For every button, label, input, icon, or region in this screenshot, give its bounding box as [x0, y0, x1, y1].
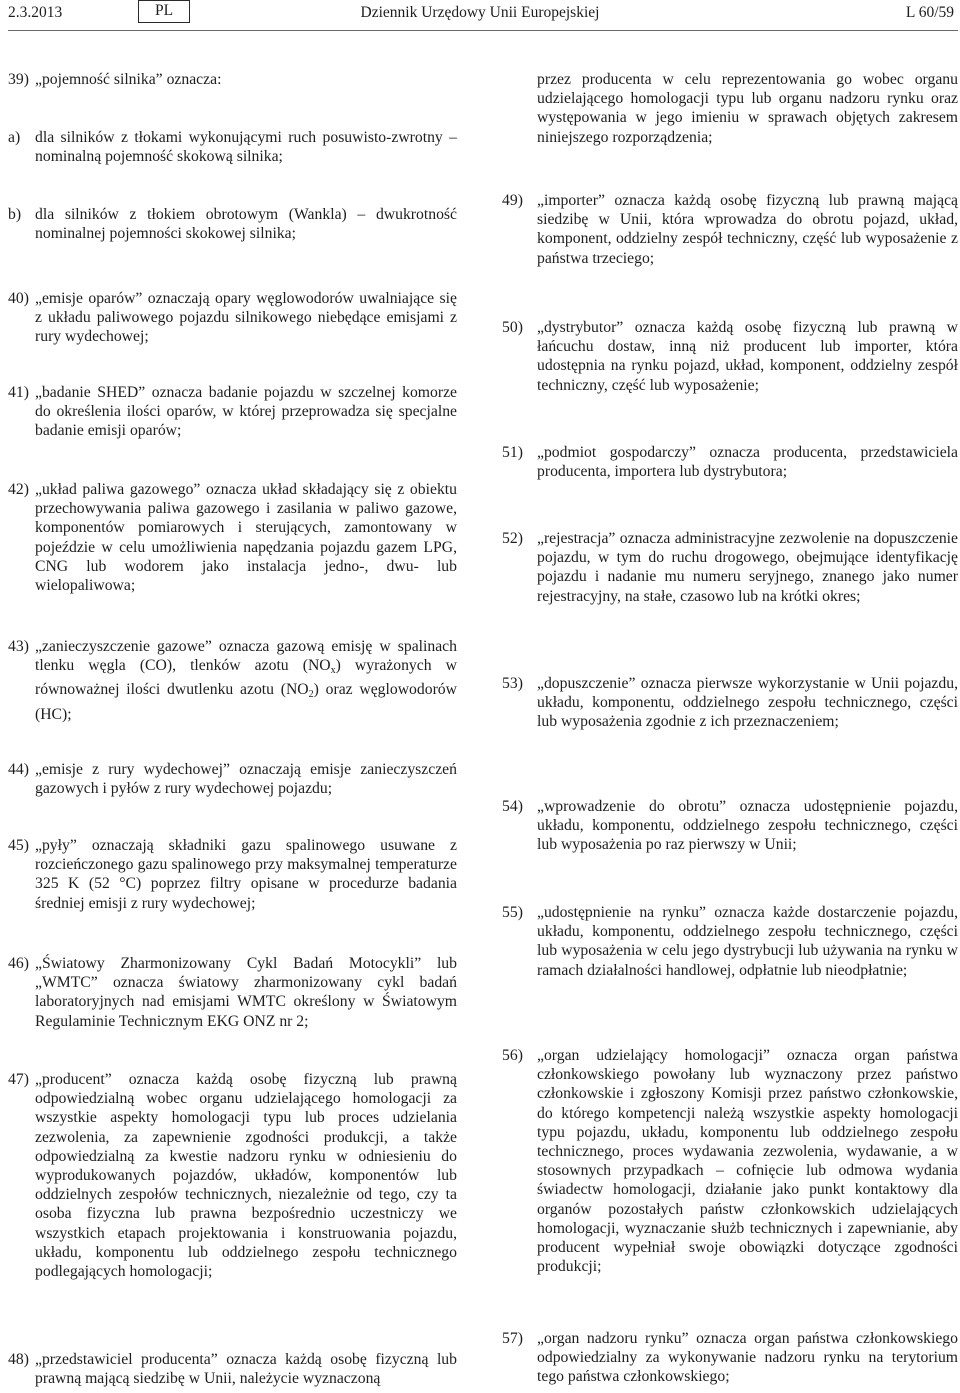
item-number: 54) — [502, 798, 523, 815]
item-text: „udostępnienie na rynku” oznacza każde dostarczenie pojazdu, układu, komponentu, oddzielnego zespołu technicznego, części lub wyposażenia w celu jego dystrybucji lub używania na rynku w ramach działalności handlowej, odpłatnie lub nieodpłatnie; — [537, 904, 958, 979]
item-number: 41) — [8, 384, 29, 401]
item-text: „podmiot gospodarczy” oznacza producenta, przedstawiciela producenta, importera lub dystrybutora; — [537, 444, 958, 481]
definition-54 — [502, 797, 958, 855]
definition-51 — [502, 443, 958, 481]
item-number: 48) — [8, 1351, 29, 1368]
item-number: a) — [8, 129, 21, 146]
item-text: „Światowy Zharmonizowany Cykl Badań Motocykli” lub „WMTC” oznacza światowy zharmonizowany cykl badań laboratoryjnych nad emisjami WMTC określony w Światowym Regulaminie Technicznym EKG ONZ nr 2; — [35, 955, 457, 1030]
item-text: „emisje z rury wydechowej” oznaczają emisje zanieczyszczeń gazowych i pyłów z rury wydechowej pojazdu; — [35, 761, 457, 798]
item-text: „przedstawiciel producenta” oznacza każdą osobę fizyczną lub prawną mającą siedzibę w Unii, należycie wyznaczoną — [35, 1351, 457, 1388]
definition-43 — [8, 637, 457, 724]
item-number: 50) — [502, 319, 523, 336]
definition-55 — [502, 903, 958, 980]
page-reference: L 60/59 — [905, 4, 954, 21]
item-text: „pyły” oznaczają składniki gazu spalinowego usuwane z rozcieńczonego gazu spalinowego przy maksymalnej temperaturze 325 K (52 °C) poprzez filtry opisane w procedurze badania średniej emisji z rury wydechowej; — [35, 837, 457, 912]
definition-47 — [8, 1070, 457, 1281]
item-text: „dopuszczenie” oznacza pierwsze wykorzystanie w Unii pojazdu, układu, komponentu, oddzielnego zespołu technicznego, części lub wyposażenia zgodnie z ich przeznaczeniem; — [537, 675, 958, 731]
item-text: „importer” oznacza każdą osobę fizyczną lub prawną mającą siedzibę w Unii, która wprowadza do obrotu pojazd, układ, komponent, oddzielny zespół techniczny, część lub wyposażenie z państwa trzeciego; — [537, 192, 958, 267]
item-text: „rejestracja” oznacza administracyjne zezwolenie na dopuszczenie pojazdu, w tym do ruchu drogowego, obejmujące identyfikację pojazdu i nadanie mu numeru seryjnego, znanego jako numer rejestracyjny, na stałe, czasowo lub na krótki okres; — [537, 530, 958, 605]
definition-49 — [502, 191, 958, 268]
item-text: „organ udzielający homologacji” oznacza organ państwa członkowskiego powołany lub wyznaczony przez państwo członkowskie i zgłoszony Komisji przez państwo członkowskie, do którego kompetencji należą wszystkie aspekty homologacji typu pojazdu, układu, komponentu lub oddzielnego zespołu technicznego, proces wydawania zezwolenia, wydawanie, a w stosownych przypadkach – cofnięcie lub odmowa wydania świadectw homologacji, działanie jako punkt kontaktowy dla organów pozostałych państw członkowskich udzielających homologacji, wyznaczanie służb technicznych i zapewnianie, aby producent wypełniał swoje obowiązki dotyczące zgodności produkcji; — [537, 1047, 958, 1276]
item-text: „producent” oznacza każdą osobę fizyczną lub prawną odpowiedzialną wobec organu udzielającego homologacji za wszystkie aspekty homologacji typu lub proces udzielania zezwolenia, za zapewnienie zgodności produkcji, a także odpowiedzialną za kwestie nadzoru rynku w odniesieniu do wyprodukowanych pojazdów, układów, komponentów lub oddzielnych zespołów technicznych, niezależnie od tego, czy ta osoba fizyczna lub prawna bezpośrednio uczestniczy we wszystkich etapach projektowania i konstruowania pojazdu, układu, komponentu lub oddzielnego zespołu technicznego podlegających homologacji; — [35, 1071, 457, 1281]
definition-45 — [8, 836, 457, 913]
definition-39-b — [8, 205, 457, 243]
definition-41 — [8, 383, 457, 441]
item-number: 51) — [502, 444, 523, 461]
page-header — [0, 0, 960, 26]
item-number: 43) — [8, 638, 29, 655]
item-text: „zanieczyszczenie gazowe” oznacza gazową emisję w spalinach tlenku węgla (CO), tlenków azotu $(NO_x)$ wyrażonych w równoważnej ilości dwutlenku azotu $(NO_2)$ oraz węglowodorów (HC); — [35, 638, 457, 723]
item-text: dla silników z tłokami wykonującymi ruch posuwisto-zwrotny – nominalną pojemność skokową silnika; — [35, 129, 457, 166]
language-badge: PL — [138, 0, 190, 23]
item-number: 44) — [8, 761, 29, 778]
item-text: „dystrybutor” oznacza każdą osobę fizyczną lub prawną w łańcuchu dostaw, inną niż producent lub importer, która udostępnia na rynku pojazd, układ, komponent, oddzielny zespół techniczny, część lub wyposażenie; — [537, 319, 958, 394]
item-number: b) — [8, 206, 22, 223]
item-number: 45) — [8, 837, 29, 854]
item-text: „emisje oparów” oznaczają opary węglowodorów uwalniające się z układu paliwowego pojazdu silnikowego niebędące emisjami z rury wydechowej; — [35, 290, 457, 346]
item-number: 42) — [8, 481, 29, 498]
item-text: „badanie SHED” oznacza badanie pojazdu w szczelnej komorze do określenia ilości oparów, w której przeprowadza się specjalne badanie emisji oparów; — [35, 384, 457, 440]
item-text: „organ nadzoru rynku” oznacza organ państwa członkowskiego odpowiedzialny za wykonywanie nadzoru rynku na terytorium tego państwa członkowskiego; — [537, 1330, 958, 1386]
definition-42 — [8, 480, 457, 595]
item-number: 53) — [502, 675, 523, 692]
item-number: 49) — [502, 192, 523, 209]
item-number: 47) — [8, 1071, 29, 1088]
definition-48-continued — [502, 70, 958, 147]
item-number: 52) — [502, 530, 523, 547]
definition-50 — [502, 318, 958, 395]
item-number: 57) — [502, 1330, 523, 1347]
definition-39 — [8, 70, 457, 89]
header-divider — [8, 30, 958, 31]
item-number: 56) — [502, 1047, 523, 1064]
item-text: „układ paliwa gazowego” oznacza układ składający się z obiektu przechowywania paliwa gazowego i zasilania w paliwo gazowe, komponentów pomiarowych i sterujących, zamontowany w pojeździe w celu umożliwienia napędzania pojazdu gazem LPG, CNG lub wodorem jako instalacja jedno-, dwu- lub wielopaliwowa; — [35, 481, 457, 595]
item-number: 40) — [8, 290, 29, 307]
definition-44 — [8, 760, 457, 798]
definition-39-a — [8, 128, 457, 166]
definition-52 — [502, 529, 958, 606]
item-number: 46) — [8, 955, 29, 972]
definition-46 — [8, 954, 457, 1031]
item-text: przez producenta w celu reprezentowania go wobec organu udzielającego homologacji typu lub organu nadzoru rynku oraz występowania w jego imieniu w sprawach objętych zakresem niniejszego rozporządzenia; — [537, 71, 958, 146]
publication-date: 2.3.2013 — [8, 4, 63, 21]
item-number: 55) — [502, 904, 523, 921]
definition-57 — [502, 1329, 958, 1387]
definition-40 — [8, 289, 457, 347]
definition-56 — [502, 1046, 958, 1276]
journal-title: Dziennik Urzędowy Unii Europejskiej — [360, 4, 600, 21]
definition-53 — [502, 674, 958, 732]
item-text: „pojemność silnika” oznacza: — [35, 71, 222, 88]
item-text: dla silników z tłokiem obrotowym (Wankla) – dwukrotność nominalnej pojemności skokowej silnika; — [35, 206, 457, 243]
definition-48 — [8, 1350, 457, 1388]
item-number: 39) — [8, 71, 29, 88]
item-text: „wprowadzenie do obrotu” oznacza udostępnienie pojazdu, układu, komponentu, oddzielnego zespołu technicznego, części lub wyposażenia po raz pierwszy w Unii; — [537, 798, 958, 854]
